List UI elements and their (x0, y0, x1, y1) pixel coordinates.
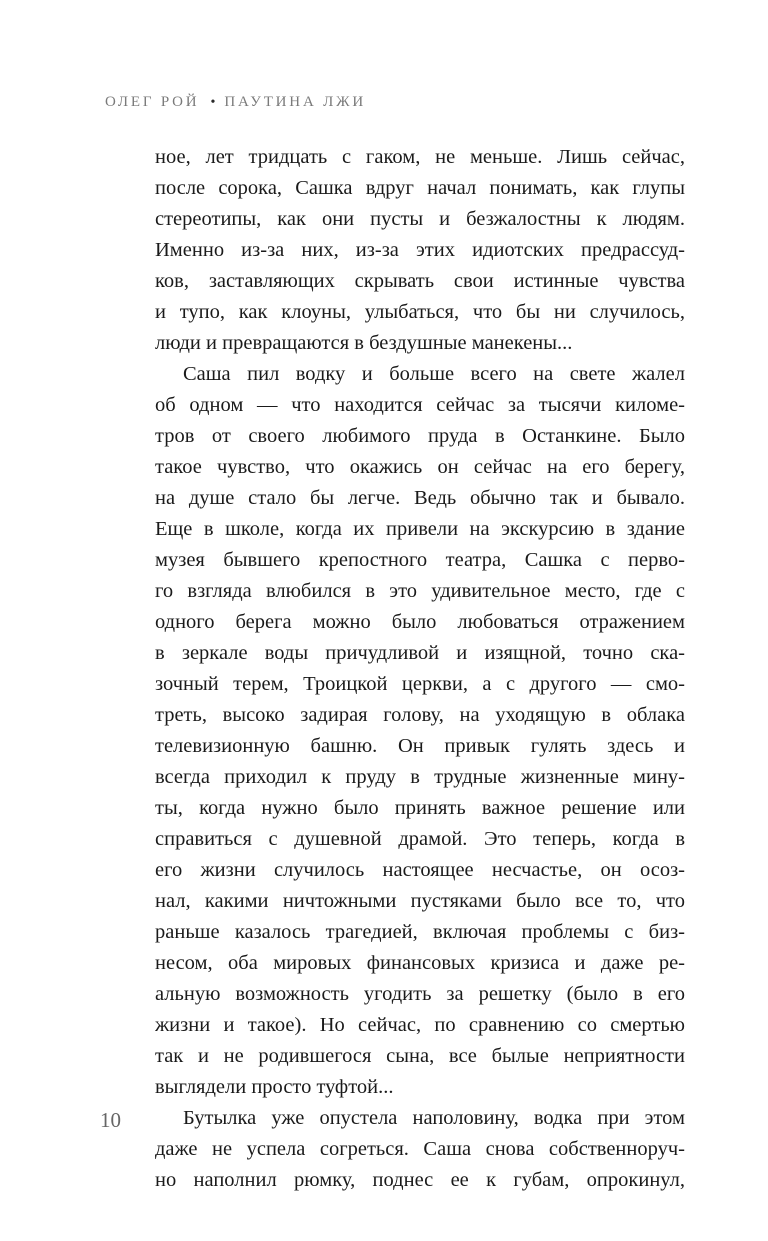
text-line: даже не успела согреться. Саша снова собственноруч- (155, 1138, 685, 1160)
text-line: одного берега можно было любоваться отражением (155, 611, 685, 633)
text-line: зочный терем, Троицкой церкви, а с другого — смо- (155, 673, 685, 695)
text-line: после сорока, Сашка вдруг начал понимать, как глупы (155, 177, 685, 199)
running-head (105, 94, 366, 111)
text-line: ков, заставляющих скрывать свои истинные чувства (155, 270, 685, 292)
text-line: на душе стало бы легче. Ведь обычно так и бывало. (155, 487, 685, 509)
text-line: ное, лет тридцать с гаком, не меньше. Лишь сейчас, (155, 146, 685, 168)
paragraph-first-line: Бутылка уже опустела наполовину, водка при этом (183, 1107, 685, 1129)
text-line: телевизионную башню. Он привык гулять здесь и (155, 735, 685, 757)
page-number: 10 (100, 1108, 121, 1132)
text-line: стереотипы, как они пусты и безжалостны к людям. (155, 208, 685, 230)
header-author: ОЛЕГ РОЙ (105, 94, 200, 110)
body-text (155, 142, 685, 1196)
text-line: ты, когда нужно было принять важное решение или (155, 797, 685, 819)
text-line: тров от своего любимого пруда в Останкине. Было (155, 425, 685, 447)
text-line: справиться с душевной драмой. Это теперь, когда в (155, 828, 685, 850)
text-line: музея бывшего крепостного театра, Сашка с перво- (155, 549, 685, 571)
text-line: альную возможность угодить за решетку (было в его (155, 983, 685, 1005)
text-line: треть, высоко задирая голову, на уходящую в облака (155, 704, 685, 726)
text-line: раньше казалось трагедией, включая проблемы с биз- (155, 921, 685, 943)
header-title: ПАУТИНА ЛЖИ (224, 94, 366, 110)
text-line: жизни и такое). Но сейчас, по сравнению со смертью (155, 1014, 685, 1036)
text-line: и тупо, как клоуны, улыбаться, что бы ни случилось, (155, 301, 685, 323)
text-line: в зеркале воды причудливой и изящной, точно ска- (155, 642, 685, 664)
text-line: несом, оба мировых финансовых кризиса и даже ре- (155, 952, 685, 974)
paragraph-first-line: Саша пил водку и больше всего на свете жалел (183, 363, 685, 385)
text-line: Еще в школе, когда их привели на экскурсию в здание (155, 518, 685, 540)
text-line: Именно из-за них, из-за этих идиотских предрассуд- (155, 239, 685, 261)
header-separator: • (210, 95, 216, 110)
text-line: всегда приходил к пруду в трудные жизненные мину- (155, 766, 685, 788)
text-line: го взгляда влюбился в это удивительное место, где с (155, 580, 685, 602)
text-line: такое чувство, что окажись он сейчас на его берегу, (155, 456, 685, 478)
text-line: люди и превращаются в бездушные манекены... (155, 332, 573, 354)
text-line: нал, какими ничтожными пустяками было все то, что (155, 890, 685, 912)
text-line: выглядели просто туфтой... (155, 1076, 394, 1098)
text-line: так и не родившегося сына, все былые неприятности (155, 1045, 685, 1067)
text-line: но наполнил рюмку, поднес ее к губам, опрокинул, (155, 1169, 685, 1191)
text-line: об одном — что находится сейчас за тысячи киломе- (155, 394, 685, 416)
text-line: его жизни случилось настоящее несчастье, он осоз- (155, 859, 685, 881)
